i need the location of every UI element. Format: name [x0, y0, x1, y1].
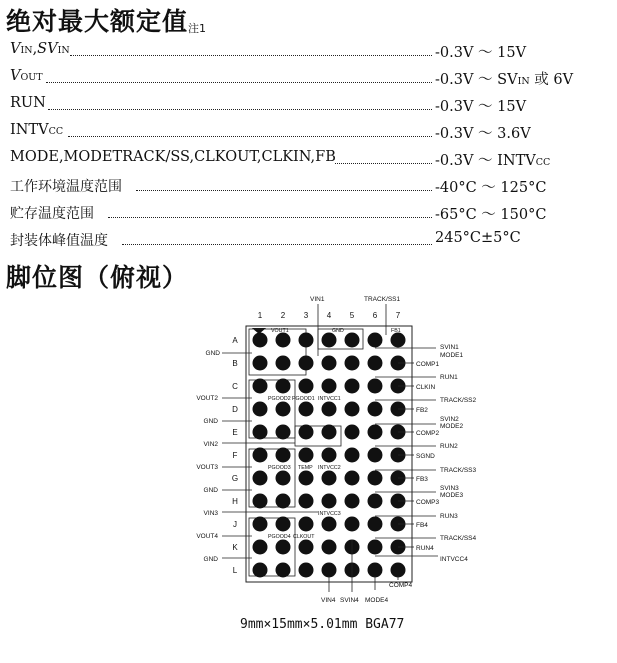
ball: [345, 402, 360, 417]
package-caption: 9mm×15mm×5.01mm BGA77: [240, 617, 405, 632]
pin-label: FB2: [416, 407, 428, 414]
ball: [368, 563, 383, 578]
ratings-note: 注1: [188, 22, 207, 35]
rating-label: INTVCC: [10, 122, 64, 138]
leader-dots: [68, 130, 432, 137]
ball: [299, 540, 314, 555]
bottom-labels: [321, 582, 413, 604]
ball: [276, 563, 291, 578]
row-label: D: [232, 405, 238, 414]
ball-row-j: [253, 517, 406, 532]
ball: [345, 471, 360, 486]
ball: [322, 425, 337, 440]
ball: [253, 402, 268, 417]
pin-label: CLKIN: [416, 384, 436, 391]
rating-value: -0.3V ～ 15V: [435, 45, 527, 61]
ball-row-h: [253, 494, 406, 509]
pin-label: VIN3: [203, 510, 218, 517]
ball: [299, 494, 314, 509]
ball: [391, 563, 406, 578]
pin-label: INTVCC3: [318, 511, 341, 517]
ball: [276, 471, 291, 486]
ball: [322, 448, 337, 463]
ball: [345, 425, 360, 440]
ball-row-d: [253, 402, 406, 417]
rating-label: VIN,SVIN: [10, 41, 70, 57]
rating-label: 封装体峰值温度: [10, 233, 108, 249]
pin-label: COMP2: [416, 430, 440, 437]
ball: [299, 356, 314, 371]
pin-label: PGOOD4: [268, 534, 291, 540]
ball: [276, 494, 291, 509]
rating-row-operating-temp: [10, 176, 610, 198]
pin-label: COMP4: [389, 582, 413, 589]
pin-label: GND: [203, 487, 218, 494]
pin-label: SVIN2: [440, 416, 459, 423]
pin-label: MODE3: [440, 492, 464, 499]
pin-label: TEMP: [298, 465, 313, 471]
ball: [345, 494, 360, 509]
pin-label: INTVCC4: [440, 556, 468, 563]
ball: [299, 448, 314, 463]
rating-value: -40°C ～ 125°C: [435, 180, 547, 196]
row-label: A: [232, 336, 238, 345]
pin-label: FB1: [391, 328, 401, 334]
leader-dots: [48, 103, 432, 110]
leader-dots: [136, 184, 432, 191]
ball: [368, 540, 383, 555]
rating-label: 工作环境温度范围: [10, 179, 122, 195]
pin-label-track-ss1: TRACK/SS1: [364, 296, 401, 303]
pin-label: RUN1: [440, 374, 458, 381]
row-label: C: [232, 382, 238, 391]
ball: [368, 356, 383, 371]
pin-label: TRACK/SS3: [440, 467, 477, 474]
rating-row-vout: [10, 68, 610, 90]
ball-row-g: [253, 471, 406, 486]
ball: [322, 517, 337, 532]
pin-label: RUN3: [440, 513, 458, 520]
pinout-title: 脚位图（俯视）: [6, 263, 189, 292]
pin-label: MODE4: [365, 597, 389, 604]
pin-label: MODE2: [440, 423, 464, 430]
ball: [253, 540, 268, 555]
ball: [368, 471, 383, 486]
leader-dots: [335, 157, 432, 164]
leader-dots: [70, 49, 432, 56]
pin-label: VIN2: [203, 441, 218, 448]
pin-label: INTVCC2: [318, 465, 341, 471]
ball: [299, 563, 314, 578]
ball: [253, 471, 268, 486]
ball-row-c: [253, 379, 406, 394]
ball: [253, 425, 268, 440]
ball: [299, 517, 314, 532]
ball: [345, 356, 360, 371]
ball-row-e: [253, 425, 406, 440]
column-label: 5: [349, 311, 355, 320]
pin-label: GND: [205, 350, 220, 357]
ball: [276, 333, 291, 348]
pin-label: VOUT1: [271, 328, 289, 334]
ball: [322, 563, 337, 578]
column-label: 7: [395, 311, 401, 320]
ball: [368, 402, 383, 417]
rating-label: MODE,MODETRACK/SS,CLKOUT,CLKIN,FB: [10, 149, 336, 165]
pin-label: SGND: [416, 453, 435, 460]
rating-value: -0.3V ～ 15V: [435, 99, 527, 115]
rating-value: 245°C±5°C: [435, 230, 521, 246]
pin-label: GND: [332, 328, 344, 334]
pin-label: VOUT3: [196, 464, 218, 471]
ball: [253, 356, 268, 371]
ball: [345, 333, 360, 348]
rating-label: VOUT: [10, 68, 43, 84]
rating-row-mode: [10, 149, 610, 171]
column-label: 3: [303, 311, 309, 320]
column-label: 1: [257, 311, 263, 320]
ball: [322, 356, 337, 371]
ball: [299, 379, 314, 394]
row-label: K: [232, 543, 238, 552]
ball: [368, 333, 383, 348]
pin-label: TRACK/SS4: [440, 535, 477, 542]
rating-value: -0.3V ～ INTVCC: [435, 153, 551, 169]
pin-label: SVIN3: [440, 485, 459, 492]
ball: [276, 356, 291, 371]
ball: [368, 425, 383, 440]
pin-label: PGOOD1: [292, 396, 315, 402]
ball: [253, 494, 268, 509]
ball: [276, 448, 291, 463]
ball: [276, 540, 291, 555]
pin-label: MODE1: [440, 352, 464, 359]
rating-value: -0.3V ～ 3.6V: [435, 126, 531, 142]
left-labels: [196, 350, 220, 563]
pin-label: RUN4: [416, 545, 434, 552]
pin-label: GND: [203, 418, 218, 425]
row-label: F: [232, 451, 238, 460]
rating-row-vin: [10, 41, 610, 63]
ball: [253, 448, 268, 463]
ball: [253, 517, 268, 532]
ball: [299, 471, 314, 486]
column-label: 2: [280, 311, 286, 320]
leader-dots: [122, 238, 432, 245]
column-labels: [258, 311, 401, 320]
ball: [322, 379, 337, 394]
ball-row-b: [253, 356, 406, 371]
leader-dots: [46, 76, 432, 83]
ball-row-k: [253, 540, 406, 555]
ball: [299, 333, 314, 348]
ball: [299, 402, 314, 417]
row-label: E: [232, 428, 238, 437]
row-label: L: [232, 566, 238, 575]
ball-grid: [253, 333, 406, 578]
rating-row-storage-temp: [10, 203, 610, 225]
column-label: 4: [326, 311, 332, 320]
ball: [276, 379, 291, 394]
pin-label: SVIN1: [440, 344, 459, 351]
rating-value: -65°C ～ 150°C: [435, 207, 547, 223]
pin-label: CLKOUT: [293, 534, 315, 540]
ball: [253, 379, 268, 394]
rating-label: RUN: [10, 95, 46, 111]
top-labels: [310, 296, 401, 303]
pin-label: SVIN4: [340, 597, 359, 604]
pin-label: GND: [203, 556, 218, 563]
ball: [368, 494, 383, 509]
ball: [253, 563, 268, 578]
ball: [276, 425, 291, 440]
row-label: J: [233, 520, 237, 529]
ball: [276, 402, 291, 417]
ratings-title: 绝对最大额定值$_{注1}$: [6, 7, 207, 36]
pin-label: INTVCC1: [318, 396, 341, 402]
pin-label-vin1: VIN1: [310, 296, 325, 303]
row-labels: [232, 336, 238, 575]
ball: [322, 494, 337, 509]
ball-row-a: [253, 333, 406, 348]
pin-label: FB3: [416, 476, 428, 483]
ball: [345, 448, 360, 463]
ball: [345, 517, 360, 532]
ball: [368, 448, 383, 463]
ball-row-f: [253, 448, 406, 463]
ball: [322, 333, 337, 348]
ball: [322, 402, 337, 417]
ball: [322, 540, 337, 555]
pin-label: FB4: [416, 522, 428, 529]
rating-row-run: [10, 95, 610, 117]
leader-dots: [108, 211, 432, 218]
pin-label: VOUT2: [196, 395, 218, 402]
pin-label: COMP3: [416, 499, 440, 506]
column-label: 6: [372, 311, 378, 320]
ball: [368, 517, 383, 532]
ball: [299, 425, 314, 440]
bga-pinout-diagram: [190, 290, 520, 612]
rating-value: -0.3V ～ SVIN 或 6V: [435, 72, 574, 88]
rating-row-intvcc: [10, 122, 610, 144]
rating-row-peak-temp: [10, 230, 610, 252]
row-label: H: [232, 497, 238, 506]
pin-label: PGOOD3: [268, 465, 291, 471]
pin-label: RUN2: [440, 443, 458, 450]
row-label: G: [231, 474, 239, 483]
ball-row-l: [253, 563, 406, 578]
ball: [253, 333, 268, 348]
pin-label: VOUT4: [196, 533, 218, 540]
ball: [345, 379, 360, 394]
ball: [276, 517, 291, 532]
ball: [368, 379, 383, 394]
pin-label: VIN4: [321, 597, 336, 604]
rating-label: 贮存温度范围: [10, 206, 94, 222]
pin-label: PGOOD2: [268, 396, 291, 402]
row-label: B: [232, 359, 238, 368]
pin-label: TRACK/SS2: [440, 397, 477, 404]
ball: [322, 471, 337, 486]
pin-label: COMP1: [416, 361, 440, 368]
ball: [391, 333, 406, 348]
